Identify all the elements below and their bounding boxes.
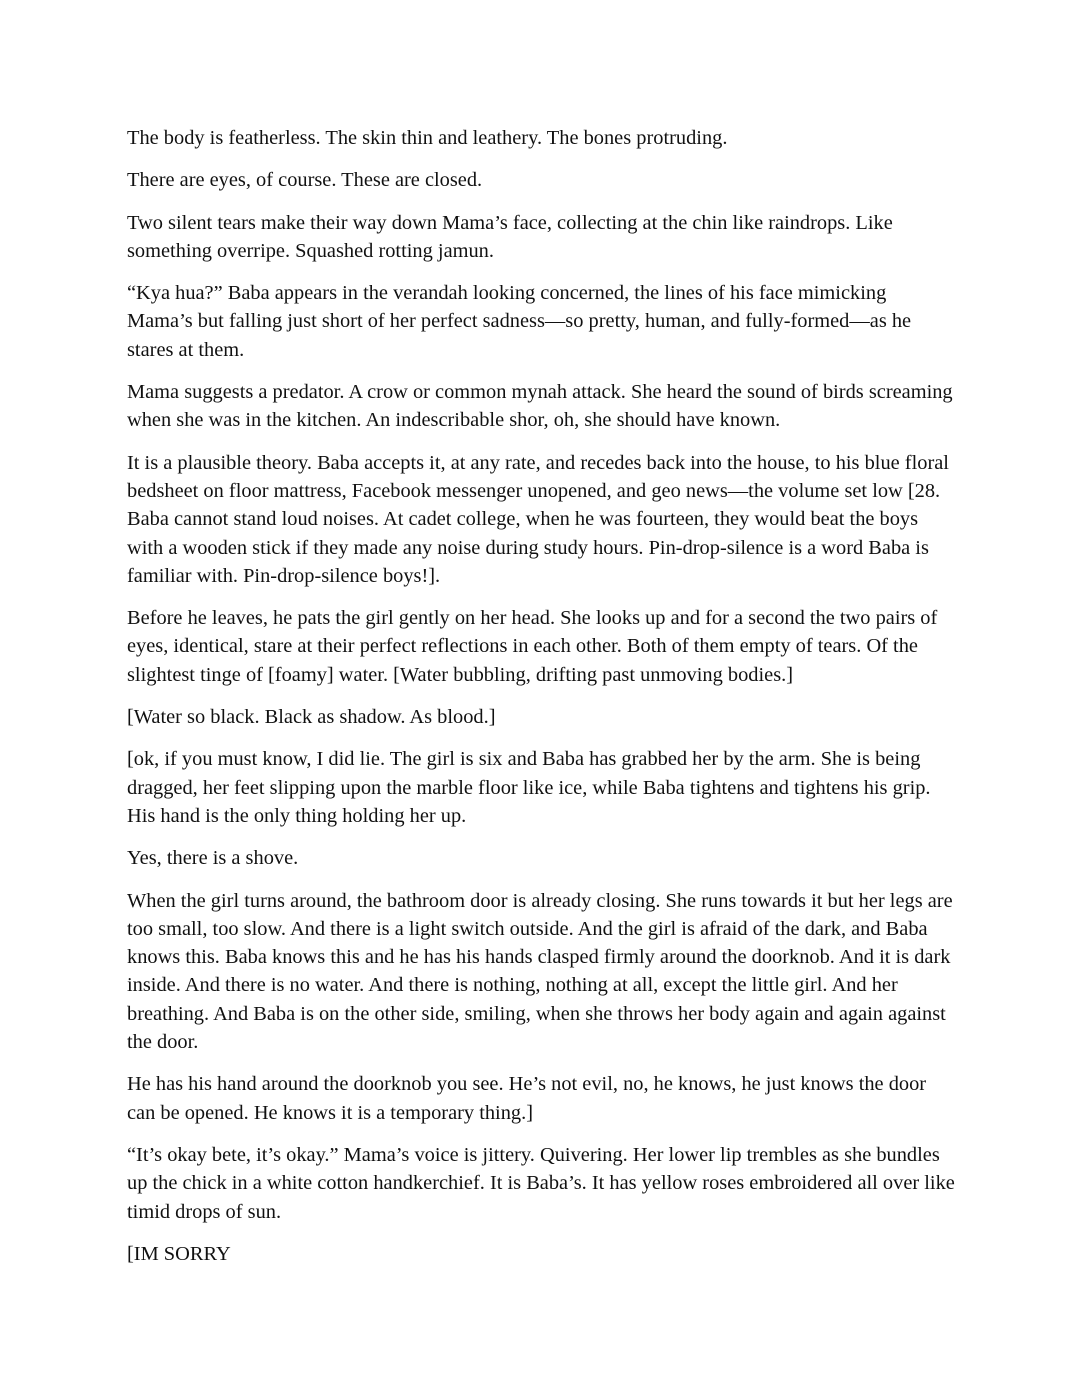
paragraph: When the girl turns around, the bathroom door is already closing. She runs towards it but her legs are too small, too slow. And there is a light switch outside. And the girl is afraid of the dark, and Baba knows this. Baba knows this and he has his hands clasped firmly around the doorknob. And it is dark inside. And there is no water. And there is nothing, nothing at all, except the little girl. And her breathing. And Baba is on the other side, smiling, when she throws her body again and again against the door. — [127, 889, 953, 1054]
paragraph: The body is featherless. The skin thin and leathery. The bones protruding. — [127, 127, 728, 149]
paragraph: “Kya hua?” Baba appears in the verandah looking concerned, the lines of his face mimicking Mama’s but falling just short of her perfect sadness—so pretty, human, and fully-formed—as he stares at them. — [127, 282, 912, 361]
paragraph: [IM SORRY — [127, 1242, 231, 1265]
paragraph: It is a plausible theory. Baba accepts it, at any rate, and recedes back into the house, to his blue floral bedsheet on floor mattress, Facebook messenger unopened, and geo news—the volume set low [28. Baba cannot stand loud noises. At cadet college, when he was fourteen, they would beat the boys with a wooden stick if they made any noise during study hours. Pin-drop-silence is a word Baba is familiar with. Pin-drop-silence boys!]. — [127, 451, 949, 587]
document-page — [127, 124, 957, 1282]
paragraph: He has his hand around the doorknob you see. He’s not evil, no, he knows, he just knows the door can be opened. He knows it is a temporary thing.] — [127, 1073, 927, 1124]
paragraph: [ok, if you must know, I did lie. The girl is six and Baba has grabbed her by the arm. She is being dragged, her feet slipping upon the marble floor like ice, while Baba tightens and tightens his grip. His hand is the only thing holding her up. — [127, 748, 931, 827]
paragraph: There are eyes, of course. These are closed. — [127, 169, 483, 192]
paragraph: Before he leaves, he pats the girl gently on her head. She looks up and for a second the two pairs of eyes, identical, stare at their perfect reflections in each other. Both of them empty of tears. Of the slightest tinge of [foamy] water. [Water bubbling, drifting past unmoving bodies.] — [127, 607, 938, 686]
paragraph: “It’s okay bete, it’s okay.” Mama’s voice is jittery. Quivering. Her lower lip trembles as she bundles up the chick in a white cotton handkerchief. It is Baba’s. It has yellow roses embroidered all over like timid drops of sun. — [127, 1143, 955, 1223]
paragraph: Two silent tears make their way down Mama’s face, collecting at the chin like raindrops. Like something overripe. Squashed rotting jamun. — [127, 211, 893, 262]
paragraph: [Water so black. Black as shadow. As blood.] — [127, 706, 496, 729]
paragraph: Mama suggests a predator. A crow or common mynah attack. She heard the sound of birds screaming when she was in the kitchen. An indescribable shor, oh, she should have known. — [127, 381, 953, 432]
paragraph: Yes, there is a shove. — [127, 847, 299, 870]
